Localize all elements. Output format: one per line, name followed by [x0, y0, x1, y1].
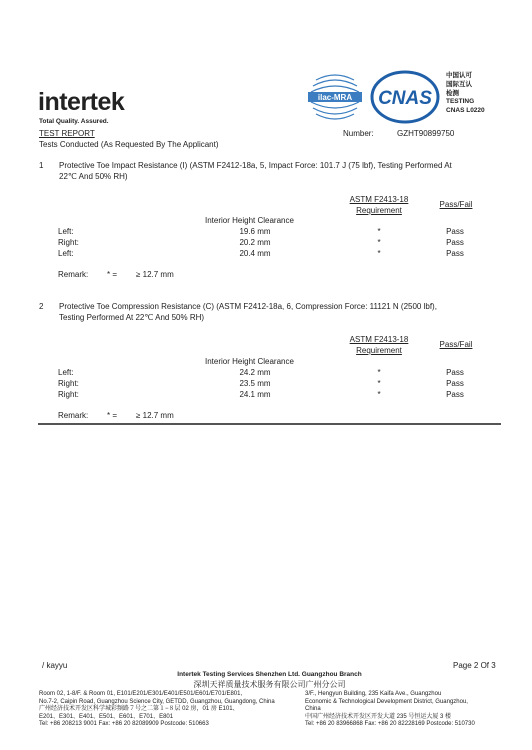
- req-header: ASTM F2413-18: [349, 195, 409, 204]
- section-divider: [38, 423, 501, 425]
- row-value: 20.4 mm: [239, 249, 271, 258]
- remark-label: Remark:: [58, 270, 89, 279]
- row-side: Left:: [58, 249, 74, 258]
- cnas-text: CNAS: [378, 88, 432, 109]
- doc-title: TEST REPORT: [39, 129, 95, 138]
- row-value: 23.5 mm: [239, 379, 271, 388]
- tests-subtitle: Tests Conducted (As Requested By The Applicant): [39, 140, 219, 149]
- row-value: 24.2 mm: [239, 368, 271, 377]
- req-header-sub: Requirement: [356, 206, 402, 215]
- row-req: *: [377, 379, 381, 388]
- row-side: Left:: [58, 227, 74, 236]
- pass-fail-header: Pass/Fail: [439, 200, 473, 209]
- measure-header: Interior Height Clearance: [205, 357, 294, 366]
- remark-label: Remark:: [58, 411, 89, 420]
- row-req: *: [377, 390, 381, 399]
- test-number: 1: [39, 161, 44, 170]
- test-title: Protective Toe Compression Resistance (C) (ASTM F2412-18a, 6, Compression Force: 11121 N (2500 lbf),: [59, 302, 437, 311]
- remark-value: ≥ 12.7 mm: [136, 270, 174, 279]
- row-result: Pass: [446, 368, 464, 377]
- accred-line: 中国认可: [446, 72, 472, 79]
- test-title-cont: 22℃ And 50% RH): [59, 172, 128, 181]
- address-left: [39, 691, 275, 729]
- row-value: 24.1 mm: [239, 390, 271, 399]
- row-result: Pass: [446, 379, 464, 388]
- req-header-sub: Requirement: [356, 346, 402, 355]
- row-result: Pass: [446, 390, 464, 399]
- ilac-text: ilac-MRA: [317, 93, 353, 102]
- report-number: GZHT90899750: [397, 129, 455, 138]
- pass-fail-header: Pass/Fail: [439, 340, 473, 349]
- address-line: E201、E301、E401、E501、E601、E701、E801: [39, 713, 174, 720]
- company-name-en: Intertek Testing Services Shenzhen Ltd. Guangzhou Branch: [177, 671, 362, 678]
- accreditation-text: [446, 72, 485, 116]
- row-req: *: [377, 368, 381, 377]
- row-value: 20.2 mm: [239, 238, 271, 247]
- accred-line: CNAS L0220: [446, 107, 485, 115]
- cnas-logo: [370, 70, 440, 124]
- tagline: Total Quality. Assured.: [39, 118, 109, 125]
- remark-key: * =: [107, 270, 118, 279]
- row-req: *: [377, 227, 381, 236]
- address-line: Tel: +86 208213 9001 Fax: +86 20 82089909 Postcode: 510663: [39, 721, 209, 728]
- accred-line: 国际互认: [446, 80, 472, 88]
- address-line: Economic & Technological Development District, Guangzhou,: [305, 698, 468, 705]
- address-line: 中国广州经济技术开发区开发大道 235 号恒运大厦 3 楼: [305, 713, 452, 720]
- accred-line: 检测: [446, 89, 459, 97]
- row-value: 19.6 mm: [239, 227, 271, 236]
- row-side: Right:: [58, 238, 79, 247]
- address-line: Tel: +86 20 83966868 Fax: +86 20 82228169 Postcode: 510730: [305, 721, 475, 728]
- company-name-cn: 深圳天祥质量技术服务有限公司广州分公司: [193, 680, 346, 689]
- logo-text: intertek: [38, 88, 125, 116]
- row-side: Right:: [58, 379, 79, 388]
- remark-key: * =: [107, 411, 118, 420]
- test-title-cont: Testing Performed At 22℃ And 50% RH): [59, 313, 205, 322]
- signer: / kayyu: [42, 661, 68, 670]
- address-line: 3/F., Hengyun Building, 235 Kaifa Ave., Guangzhou: [305, 691, 442, 697]
- address-line: No.7-2, Caipin Road, Guangzhou Science City, GETDD, Guangzhou, Guangdong, China: [39, 698, 275, 705]
- ilac-mra-logo: [306, 68, 364, 126]
- row-req: *: [377, 249, 381, 258]
- row-result: Pass: [446, 227, 464, 236]
- req-header: ASTM F2413-18: [349, 335, 409, 344]
- test-number: 2: [39, 302, 44, 311]
- row-side: Right:: [58, 390, 79, 399]
- row-side: Left:: [58, 368, 74, 377]
- number-label: Number:: [343, 129, 374, 138]
- address-line: Room 02, 1-8/F. & Room 01, E101/E201/E301/E401/E501/E601/E701/E801,: [39, 691, 243, 697]
- address-right: [305, 691, 475, 729]
- measure-header: Interior Height Clearance: [205, 216, 294, 225]
- remark-value: ≥ 12.7 mm: [136, 411, 174, 420]
- address-line: 广州经济技术开发区科学城彩频路７号之二第１−８层 02 房，01 房 E101、: [39, 706, 239, 713]
- intertek-logo: [38, 88, 124, 117]
- test-title: Protective Toe Impact Resistance (I) (ASTM F2412-18a, 5, Impact Force: 101.7 J (75 lbf), Testing Performed At: [59, 161, 452, 170]
- row-result: Pass: [446, 249, 464, 258]
- row-req: *: [377, 238, 381, 247]
- accred-line: TESTING: [446, 98, 475, 106]
- page-number: Page 2 Of 3: [453, 661, 496, 670]
- address-line: China: [305, 706, 321, 713]
- row-result: Pass: [446, 238, 464, 247]
